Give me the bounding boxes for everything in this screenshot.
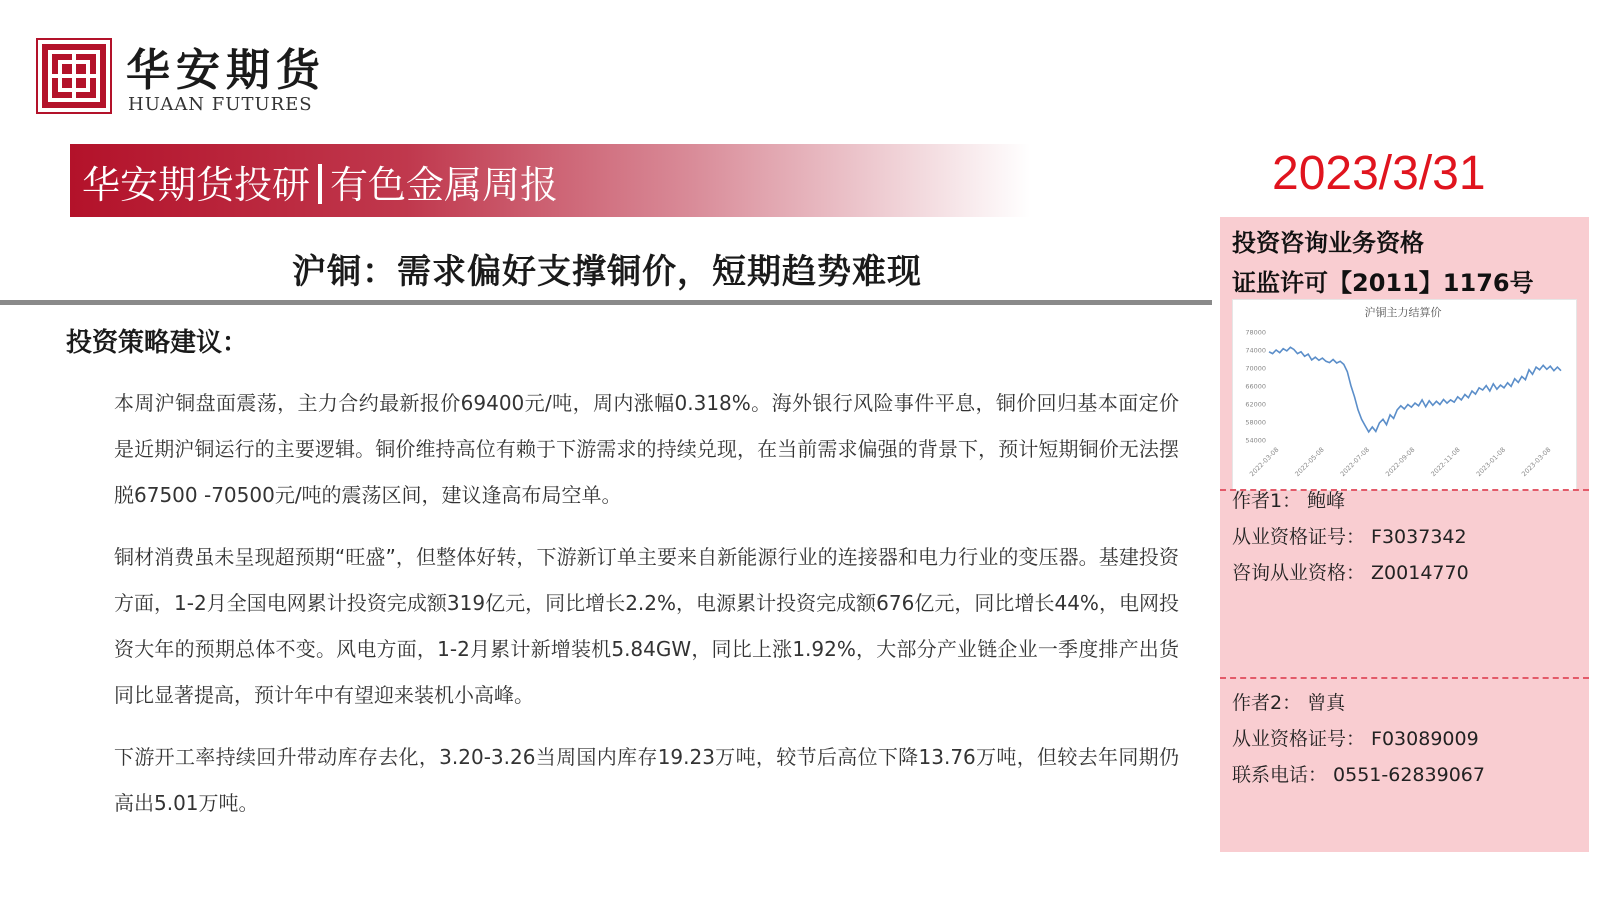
x-tick-label: 2022-09-08	[1384, 445, 1417, 479]
price-chart-svg	[1233, 300, 1576, 490]
paragraph: 下游开工率持续回升带动库存去化，3.20-3.26当周国内库存19.23万吨，较节后高位下降13.76万吨，但较去年同期仍高出5.01万吨。	[114, 745, 1179, 815]
dashed-divider	[1220, 677, 1589, 679]
report-date: 2023/3/31	[1272, 147, 1486, 200]
y-tick-label: 58000	[1245, 418, 1266, 427]
banner-text	[82, 154, 558, 209]
paragraph: 本周沪铜盘面震荡，主力合约最新报价69400元/吨，周内涨幅0.318%。海外银行风险事件平息，铜价回归基本面定价是近期沪铜运行的主要逻辑。铜价维持高位有赖于下游需求的持续兑现，在当前需求偏强的背景下，预计短期铜价无法摆脱67500 -70500元/吨的震荡区间，建议逢高布局空单。	[114, 391, 1179, 507]
banner-right-label: 有色金属周报	[330, 163, 559, 207]
huaan-logo-icon	[36, 38, 112, 114]
author2-cert: 从业资格证号： F03089009	[1232, 728, 1479, 750]
y-tick-label: 74000	[1245, 346, 1266, 355]
credential-block	[1232, 223, 1534, 303]
author2-phone: 联系电话： 0551-62839067	[1232, 764, 1485, 786]
sidebar-panel	[1220, 217, 1589, 852]
x-tick-label: 2022-03-08	[1248, 445, 1281, 479]
title-divider	[0, 300, 1212, 305]
logo-chinese: 华安期货	[126, 45, 326, 96]
author1-block	[1232, 483, 1469, 591]
author2-block	[1232, 685, 1485, 793]
x-tick-label: 2022-05-08	[1293, 445, 1326, 479]
x-tick-label: 2023-01-08	[1474, 445, 1508, 479]
author1-cert: 从业资格证号： F3037342	[1232, 526, 1467, 548]
y-tick-label: 78000	[1245, 328, 1266, 337]
page-title: 沪铜：需求偏好支撑铜价，短期趋势难现	[292, 252, 922, 292]
y-tick-label: 66000	[1245, 382, 1266, 391]
author1-name: 作者1： 鲍峰	[1232, 490, 1346, 512]
credential-line-1: 投资咨询业务资格	[1232, 229, 1424, 257]
logo-english: HUAAN FUTURES	[128, 94, 313, 115]
chart-title: 沪铜主力结算价	[1364, 306, 1442, 319]
report-banner	[70, 144, 1030, 217]
section-title: 投资策略建议：	[66, 328, 249, 358]
banner-left-label: 华安期货投研	[82, 163, 311, 207]
price-chart	[1232, 299, 1577, 491]
author1-advisory: 咨询从业资格： Z0014770	[1232, 562, 1469, 584]
paragraph: 铜材消费虽未呈现超预期“旺盛”，但整体好转，下游新订单主要来自新能源行业的连接器和电力行业的变压器。基建投资方面，1-2月全国电网累计投资完成额319亿元，同比增长2.2%，电源累计投资完成额676亿元，同比增长44%，电网投资大年的预期总体不变。风电方面，1-2月累计新增装机5.84GW，同比上涨1.92%，大部分产业链企业一季度排产出货同比显著提高，预计年中有望迎来装机小高峰。	[114, 545, 1179, 707]
y-tick-label: 70000	[1245, 364, 1266, 373]
banner-separator	[318, 164, 322, 204]
y-tick-label: 62000	[1245, 400, 1266, 409]
price-series-line	[1269, 347, 1561, 432]
x-tick-label: 2022-07-08	[1338, 445, 1372, 479]
report-body	[114, 380, 1179, 842]
x-tick-label: 2023-03-08	[1520, 445, 1553, 479]
x-tick-label: 2022-11-08	[1429, 445, 1462, 479]
y-tick-label: 54000	[1245, 436, 1266, 445]
author2-name: 作者2： 曾真	[1232, 692, 1346, 714]
credential-line-2: 证监许可【2011】1176号	[1232, 269, 1534, 297]
